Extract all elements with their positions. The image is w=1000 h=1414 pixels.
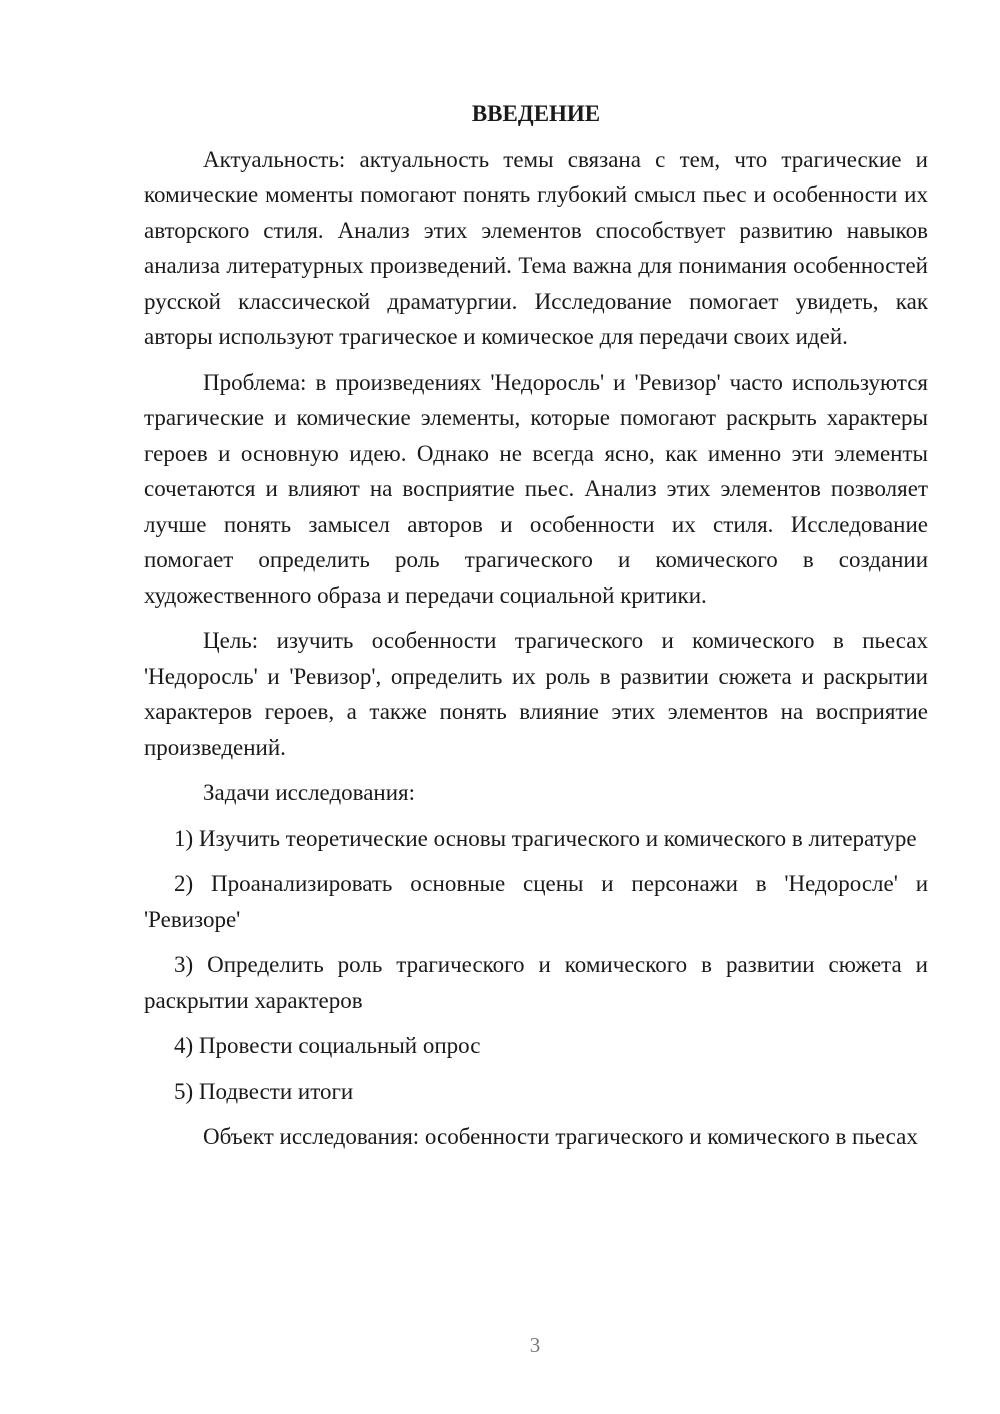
page-number: 3	[529, 1333, 541, 1357]
page-title: ВВЕДЕНИЕ	[471, 101, 601, 126]
object-paragraph: Объект исследования: особенности трагического и комического в пьесах	[203, 1124, 918, 1149]
task-item-2: 2) Проанализировать основные сцены и персонажи в 'Недоросле' и 'Ревизоре'	[144, 871, 928, 932]
task-item-4: 4) Провести социальный опрос	[174, 1033, 481, 1058]
task-item-3: 3) Определить роль трагического и комического в развитии сюжета и раскрытии характеров	[144, 952, 928, 1013]
tasks-heading: Задачи исследования:	[203, 780, 416, 805]
page-content	[144, 96, 928, 1165]
goal-paragraph: Цель: изучить особенности трагического и комического в пьесах 'Недоросль' и 'Ревизор', определить их роль в развитии сюжета и раскрытии характеров героев, а также понять влияние этих элементов на восприятие произведений.	[144, 628, 928, 760]
problem-paragraph: Проблема: в произведениях 'Недоросль' и 'Ревизор' часто используются трагические и комические элементы, которые помогают раскрыть характеры героев и основную идею. Однако не всегда ясно, как именно эти элементы сочетаются и влияют на восприятие пьес. Анализ этих элементов позволяет лучше понять замысел авторов и особенности их стиля. Исследование помогает определить роль трагического и комического в создании художественного образа и передачи социальной критики.	[144, 369, 928, 608]
task-item-1: 1) Изучить теоретические основы трагического и комического в литературе	[174, 825, 917, 851]
task-item-5: 5) Подвести итоги	[174, 1078, 354, 1104]
relevance-paragraph: Актуальность: актуальность темы связана с тем, что трагические и комические моменты помогают понять глубокий смысл пьес и особенности их авторского стиля. Анализ этих элементов способствует развитию навыков анализа литературных произведений. Тема важна для понимания особенностей русской классической драматургии. Исследование помогает увидеть, как авторы используют трагическое и комическое для передачи своих идей.	[144, 146, 928, 349]
